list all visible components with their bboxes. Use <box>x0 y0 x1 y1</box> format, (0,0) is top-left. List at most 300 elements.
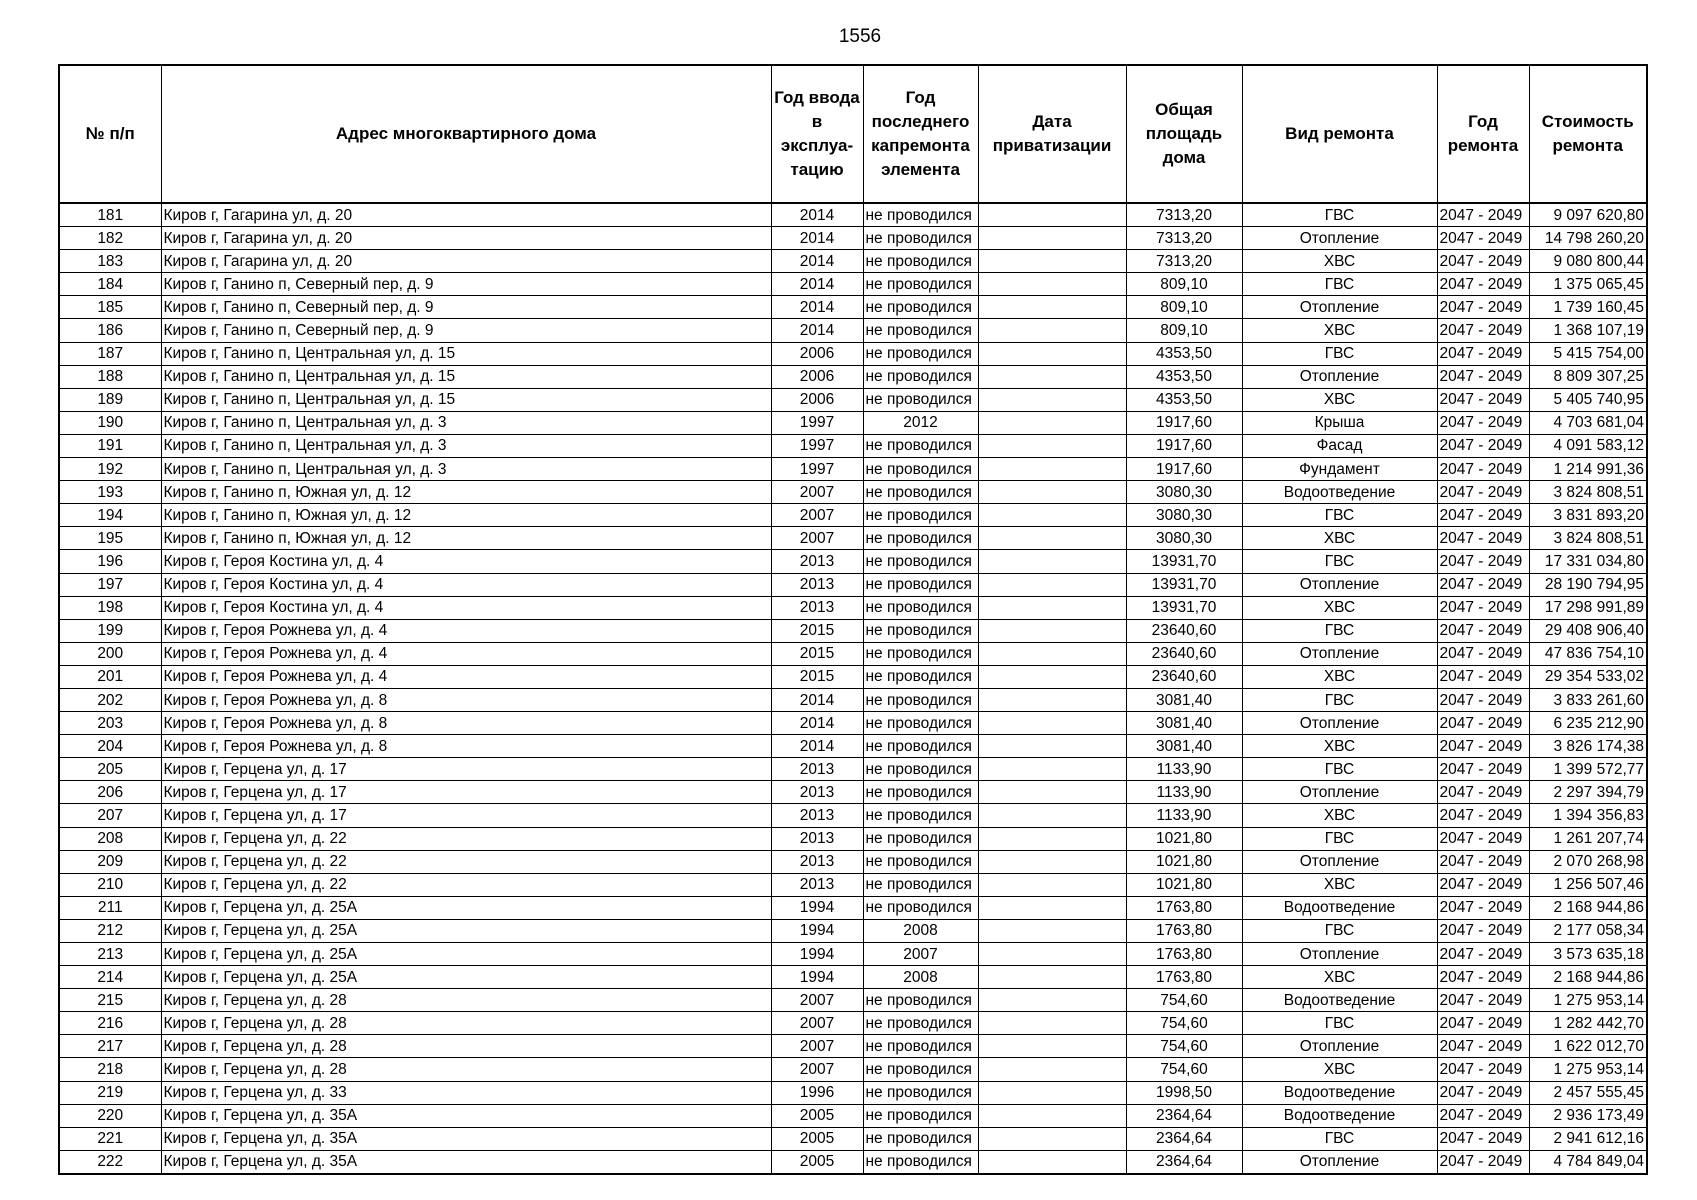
cell-area: 13931,70 <box>1126 573 1242 596</box>
cell-area: 1133,90 <box>1126 781 1242 804</box>
cell-area: 7313,20 <box>1126 250 1242 273</box>
cell-no: 217 <box>59 1035 161 1058</box>
cell-privatization <box>978 712 1126 735</box>
cell-no: 221 <box>59 1127 161 1150</box>
table-row <box>59 227 1647 250</box>
cell-repair-year: 2047 - 2049 <box>1437 827 1529 850</box>
table-row <box>59 688 1647 711</box>
cell-no: 211 <box>59 896 161 919</box>
cell-area: 2364,64 <box>1126 1150 1242 1174</box>
cell-address: Киров г, Героя Рожнева ул, д. 4 <box>161 642 771 665</box>
cell-no: 184 <box>59 273 161 296</box>
cell-repair-year: 2047 - 2049 <box>1437 388 1529 411</box>
cell-area: 754,60 <box>1126 1035 1242 1058</box>
table-row <box>59 619 1647 642</box>
cell-no: 196 <box>59 550 161 573</box>
cell-area: 754,60 <box>1126 1058 1242 1081</box>
cell-address: Киров г, Ганино п, Центральная ул, д. 3 <box>161 434 771 457</box>
cell-repair-year: 2047 - 2049 <box>1437 781 1529 804</box>
cell-area: 1763,80 <box>1126 919 1242 942</box>
cell-last-repair: не проводился <box>863 434 978 457</box>
cell-privatization <box>978 642 1126 665</box>
cell-repair-year: 2047 - 2049 <box>1437 1012 1529 1035</box>
cell-area: 1021,80 <box>1126 850 1242 873</box>
cell-repair-type: Фундамент <box>1242 458 1437 481</box>
cell-privatization <box>978 273 1126 296</box>
cell-cost: 4 091 583,12 <box>1529 434 1647 457</box>
cell-last-repair: не проводился <box>863 342 978 365</box>
cell-area: 754,60 <box>1126 989 1242 1012</box>
cell-no: 201 <box>59 665 161 688</box>
cell-repair-type: Отопление <box>1242 1150 1437 1174</box>
table-row <box>59 804 1647 827</box>
cell-cost: 3 826 174,38 <box>1529 735 1647 758</box>
cell-repair-type: Водоотведение <box>1242 481 1437 504</box>
cell-address: Киров г, Герцена ул, д. 28 <box>161 1035 771 1058</box>
cell-address: Киров г, Ганино п, Центральная ул, д. 3 <box>161 411 771 434</box>
cell-area: 2364,64 <box>1126 1104 1242 1127</box>
cell-repair-type: ГВС <box>1242 1012 1437 1035</box>
table-row <box>59 596 1647 619</box>
cell-repair-year: 2047 - 2049 <box>1437 966 1529 989</box>
table-row <box>59 1127 1647 1150</box>
cell-no: 218 <box>59 1058 161 1081</box>
cell-last-repair: не проводился <box>863 712 978 735</box>
cell-no: 202 <box>59 688 161 711</box>
table-row <box>59 735 1647 758</box>
cell-repair-year: 2047 - 2049 <box>1437 319 1529 342</box>
cell-no: 185 <box>59 296 161 319</box>
cell-repair-type: Отопление <box>1242 227 1437 250</box>
header-area: Общая площадь дома <box>1126 65 1242 203</box>
cell-year-built: 2013 <box>771 827 863 850</box>
cell-last-repair: не проводился <box>863 804 978 827</box>
cell-no: 208 <box>59 827 161 850</box>
table-row <box>59 481 1647 504</box>
cell-area: 1763,80 <box>1126 943 1242 966</box>
cell-address: Киров г, Героя Рожнева ул, д. 8 <box>161 712 771 735</box>
cell-privatization <box>978 665 1126 688</box>
cell-cost: 5 405 740,95 <box>1529 388 1647 411</box>
cell-cost: 2 941 612,16 <box>1529 1127 1647 1150</box>
cell-area: 1917,60 <box>1126 434 1242 457</box>
table-row <box>59 527 1647 550</box>
cell-last-repair: не проводился <box>863 850 978 873</box>
cell-no: 222 <box>59 1150 161 1174</box>
cell-no: 189 <box>59 388 161 411</box>
cell-address: Киров г, Герцена ул, д. 33 <box>161 1081 771 1104</box>
cell-cost: 3 824 808,51 <box>1529 527 1647 550</box>
cell-address: Киров г, Гагарина ул, д. 20 <box>161 250 771 273</box>
cell-area: 1133,90 <box>1126 804 1242 827</box>
cell-year-built: 2013 <box>771 850 863 873</box>
cell-repair-type: Отопление <box>1242 642 1437 665</box>
cell-cost: 1 622 012,70 <box>1529 1035 1647 1058</box>
cell-address: Киров г, Герцена ул, д. 25А <box>161 966 771 989</box>
cell-privatization <box>978 342 1126 365</box>
cell-area: 1917,60 <box>1126 458 1242 481</box>
cell-repair-type: ХВС <box>1242 966 1437 989</box>
cell-year-built: 2014 <box>771 203 863 227</box>
cell-cost: 2 297 394,79 <box>1529 781 1647 804</box>
cell-year-built: 2007 <box>771 527 863 550</box>
cell-no: 215 <box>59 989 161 1012</box>
cell-repair-year: 2047 - 2049 <box>1437 250 1529 273</box>
cell-year-built: 2014 <box>771 296 863 319</box>
cell-last-repair: не проводился <box>863 1035 978 1058</box>
cell-cost: 47 836 754,10 <box>1529 642 1647 665</box>
cell-cost: 28 190 794,95 <box>1529 573 1647 596</box>
cell-cost: 29 408 906,40 <box>1529 619 1647 642</box>
cell-last-repair: 2012 <box>863 411 978 434</box>
cell-repair-type: ХВС <box>1242 596 1437 619</box>
cell-last-repair: не проводился <box>863 1058 978 1081</box>
cell-year-built: 2014 <box>771 227 863 250</box>
table-row <box>59 896 1647 919</box>
cell-repair-type: ГВС <box>1242 758 1437 781</box>
cell-address: Киров г, Герцена ул, д. 28 <box>161 989 771 1012</box>
cell-repair-year: 2047 - 2049 <box>1437 227 1529 250</box>
cell-area: 809,10 <box>1126 296 1242 319</box>
cell-privatization <box>978 527 1126 550</box>
cell-year-built: 2013 <box>771 596 863 619</box>
cell-no: 216 <box>59 1012 161 1035</box>
cell-no: 188 <box>59 365 161 388</box>
cell-address: Киров г, Ганино п, Центральная ул, д. 15 <box>161 365 771 388</box>
cell-repair-year: 2047 - 2049 <box>1437 850 1529 873</box>
cell-privatization <box>978 850 1126 873</box>
cell-address: Киров г, Ганино п, Северный пер, д. 9 <box>161 273 771 296</box>
cell-cost: 3 824 808,51 <box>1529 481 1647 504</box>
cell-area: 809,10 <box>1126 273 1242 296</box>
cell-privatization <box>978 504 1126 527</box>
cell-address: Киров г, Герцена ул, д. 35А <box>161 1104 771 1127</box>
cell-last-repair: не проводился <box>863 227 978 250</box>
cell-last-repair: не проводился <box>863 273 978 296</box>
table-row <box>59 296 1647 319</box>
cell-area: 3081,40 <box>1126 688 1242 711</box>
cell-area: 3080,30 <box>1126 527 1242 550</box>
table-row <box>59 712 1647 735</box>
cell-last-repair: не проводился <box>863 203 978 227</box>
cell-repair-type: Отопление <box>1242 573 1437 596</box>
cell-repair-type: Отопление <box>1242 850 1437 873</box>
cell-repair-type: Отопление <box>1242 943 1437 966</box>
cell-cost: 8 809 307,25 <box>1529 365 1647 388</box>
cell-address: Киров г, Герцена ул, д. 25А <box>161 896 771 919</box>
cell-address: Киров г, Героя Рожнева ул, д. 8 <box>161 735 771 758</box>
cell-repair-type: ГВС <box>1242 273 1437 296</box>
cell-privatization <box>978 966 1126 989</box>
cell-address: Киров г, Герцена ул, д. 17 <box>161 804 771 827</box>
cell-repair-type: ГВС <box>1242 504 1437 527</box>
cell-address: Киров г, Ганино п, Южная ул, д. 12 <box>161 504 771 527</box>
cell-privatization <box>978 596 1126 619</box>
cell-year-built: 2006 <box>771 365 863 388</box>
cell-area: 1021,80 <box>1126 873 1242 896</box>
cell-last-repair: не проводился <box>863 619 978 642</box>
cell-cost: 1 282 442,70 <box>1529 1012 1647 1035</box>
cell-repair-type: Отопление <box>1242 1035 1437 1058</box>
cell-repair-year: 2047 - 2049 <box>1437 1150 1529 1174</box>
cell-last-repair: не проводился <box>863 1081 978 1104</box>
cell-privatization <box>978 1081 1126 1104</box>
cell-repair-year: 2047 - 2049 <box>1437 527 1529 550</box>
cell-privatization <box>978 388 1126 411</box>
cell-last-repair: не проводился <box>863 250 978 273</box>
cell-privatization <box>978 481 1126 504</box>
table-row <box>59 1035 1647 1058</box>
cell-repair-year: 2047 - 2049 <box>1437 712 1529 735</box>
cell-repair-type: ГВС <box>1242 342 1437 365</box>
cell-no: 199 <box>59 619 161 642</box>
cell-area: 23640,60 <box>1126 665 1242 688</box>
cell-area: 13931,70 <box>1126 550 1242 573</box>
cell-last-repair: не проводился <box>863 550 978 573</box>
header-privatization: Дата приватизации <box>978 65 1126 203</box>
cell-privatization <box>978 203 1126 227</box>
cell-no: 220 <box>59 1104 161 1127</box>
cell-address: Киров г, Героя Костина ул, д. 4 <box>161 550 771 573</box>
table-body <box>59 203 1647 1174</box>
cell-repair-type: ХВС <box>1242 388 1437 411</box>
cell-year-built: 2014 <box>771 273 863 296</box>
cell-cost: 17 331 034,80 <box>1529 550 1647 573</box>
table-row <box>59 966 1647 989</box>
cell-last-repair: не проводился <box>863 1150 978 1174</box>
cell-last-repair: не проводился <box>863 504 978 527</box>
header-year-built: Год ввода в эксплуа-тацию <box>771 65 863 203</box>
cell-repair-year: 2047 - 2049 <box>1437 804 1529 827</box>
cell-repair-type: ГВС <box>1242 827 1437 850</box>
cell-privatization <box>978 873 1126 896</box>
cell-last-repair: не проводился <box>863 296 978 319</box>
cell-cost: 3 573 635,18 <box>1529 943 1647 966</box>
cell-address: Киров г, Герцена ул, д. 17 <box>161 758 771 781</box>
table-row <box>59 665 1647 688</box>
cell-year-built: 2014 <box>771 688 863 711</box>
page-number: 1556 <box>838 26 882 47</box>
cell-address: Киров г, Ганино п, Южная ул, д. 12 <box>161 481 771 504</box>
cell-year-built: 1994 <box>771 896 863 919</box>
cell-last-repair: не проводился <box>863 758 978 781</box>
cell-no: 181 <box>59 203 161 227</box>
repair-registry-table <box>58 64 1648 1175</box>
cell-address: Киров г, Ганино п, Центральная ул, д. 15 <box>161 388 771 411</box>
table-row <box>59 919 1647 942</box>
cell-cost: 2 936 173,49 <box>1529 1104 1647 1127</box>
cell-area: 7313,20 <box>1126 227 1242 250</box>
cell-cost: 1 275 953,14 <box>1529 1058 1647 1081</box>
cell-privatization <box>978 365 1126 388</box>
cell-cost: 3 831 893,20 <box>1529 504 1647 527</box>
cell-cost: 1 275 953,14 <box>1529 989 1647 1012</box>
header-repair-type: Вид ремонта <box>1242 65 1437 203</box>
cell-no: 205 <box>59 758 161 781</box>
cell-repair-year: 2047 - 2049 <box>1437 573 1529 596</box>
cell-last-repair: 2008 <box>863 919 978 942</box>
cell-area: 23640,60 <box>1126 642 1242 665</box>
cell-repair-type: Водоотведение <box>1242 1081 1437 1104</box>
cell-area: 3081,40 <box>1126 735 1242 758</box>
cell-year-built: 2014 <box>771 250 863 273</box>
cell-no: 213 <box>59 943 161 966</box>
cell-address: Киров г, Гагарина ул, д. 20 <box>161 227 771 250</box>
cell-privatization <box>978 619 1126 642</box>
cell-year-built: 1997 <box>771 458 863 481</box>
cell-cost: 17 298 991,89 <box>1529 596 1647 619</box>
cell-repair-year: 2047 - 2049 <box>1437 203 1529 227</box>
cell-address: Киров г, Героя Рожнева ул, д. 4 <box>161 665 771 688</box>
cell-year-built: 1997 <box>771 411 863 434</box>
table-row <box>59 365 1647 388</box>
cell-area: 7313,20 <box>1126 203 1242 227</box>
table-row <box>59 319 1647 342</box>
cell-cost: 2 457 555,45 <box>1529 1081 1647 1104</box>
cell-privatization <box>978 758 1126 781</box>
header-cost: Стоимость ремонта <box>1529 65 1647 203</box>
cell-area: 1998,50 <box>1126 1081 1242 1104</box>
cell-cost: 4 703 681,04 <box>1529 411 1647 434</box>
cell-repair-year: 2047 - 2049 <box>1437 619 1529 642</box>
cell-year-built: 2007 <box>771 481 863 504</box>
cell-address: Киров г, Героя Костина ул, д. 4 <box>161 596 771 619</box>
cell-no: 191 <box>59 434 161 457</box>
cell-repair-type: Отопление <box>1242 781 1437 804</box>
cell-cost: 1 256 507,46 <box>1529 873 1647 896</box>
cell-year-built: 2006 <box>771 342 863 365</box>
cell-year-built: 1994 <box>771 943 863 966</box>
cell-privatization <box>978 573 1126 596</box>
cell-privatization <box>978 319 1126 342</box>
cell-year-built: 1994 <box>771 919 863 942</box>
cell-area: 1917,60 <box>1126 411 1242 434</box>
cell-area: 4353,50 <box>1126 365 1242 388</box>
cell-repair-type: ХВС <box>1242 250 1437 273</box>
cell-area: 4353,50 <box>1126 388 1242 411</box>
cell-cost: 2 168 944,86 <box>1529 896 1647 919</box>
cell-year-built: 2005 <box>771 1150 863 1174</box>
cell-no: 212 <box>59 919 161 942</box>
cell-address: Киров г, Герцена ул, д. 35А <box>161 1150 771 1174</box>
cell-repair-type: Водоотведение <box>1242 989 1437 1012</box>
cell-repair-year: 2047 - 2049 <box>1437 1035 1529 1058</box>
header-address: Адрес многоквартирного дома <box>161 65 771 203</box>
cell-address: Киров г, Ганино п, Южная ул, д. 12 <box>161 527 771 550</box>
cell-repair-type: ХВС <box>1242 804 1437 827</box>
cell-privatization <box>978 1104 1126 1127</box>
cell-address: Киров г, Герцена ул, д. 22 <box>161 827 771 850</box>
cell-cost: 1 261 207,74 <box>1529 827 1647 850</box>
cell-year-built: 2013 <box>771 781 863 804</box>
cell-area: 1021,80 <box>1126 827 1242 850</box>
cell-area: 13931,70 <box>1126 596 1242 619</box>
cell-repair-year: 2047 - 2049 <box>1437 411 1529 434</box>
cell-repair-type: Фасад <box>1242 434 1437 457</box>
cell-address: Киров г, Герцена ул, д. 28 <box>161 1058 771 1081</box>
table-header-row <box>59 65 1647 203</box>
cell-privatization <box>978 227 1126 250</box>
cell-cost: 1 375 065,45 <box>1529 273 1647 296</box>
cell-cost: 2 070 268,98 <box>1529 850 1647 873</box>
cell-repair-year: 2047 - 2049 <box>1437 1081 1529 1104</box>
cell-no: 210 <box>59 873 161 896</box>
cell-last-repair: не проводился <box>863 481 978 504</box>
table-row <box>59 1104 1647 1127</box>
cell-last-repair: не проводился <box>863 665 978 688</box>
cell-privatization <box>978 1127 1126 1150</box>
cell-no: 214 <box>59 966 161 989</box>
table-row <box>59 504 1647 527</box>
cell-repair-type: ГВС <box>1242 203 1437 227</box>
cell-repair-year: 2047 - 2049 <box>1437 342 1529 365</box>
cell-last-repair: не проводился <box>863 642 978 665</box>
cell-area: 1763,80 <box>1126 966 1242 989</box>
cell-repair-type: Отопление <box>1242 365 1437 388</box>
cell-last-repair: не проводился <box>863 1127 978 1150</box>
cell-last-repair: 2008 <box>863 966 978 989</box>
cell-last-repair: не проводился <box>863 527 978 550</box>
cell-cost: 14 798 260,20 <box>1529 227 1647 250</box>
cell-area: 3080,30 <box>1126 481 1242 504</box>
cell-year-built: 2015 <box>771 665 863 688</box>
cell-no: 183 <box>59 250 161 273</box>
cell-repair-year: 2047 - 2049 <box>1437 550 1529 573</box>
cell-year-built: 2014 <box>771 735 863 758</box>
cell-repair-year: 2047 - 2049 <box>1437 735 1529 758</box>
cell-address: Киров г, Героя Рожнева ул, д. 8 <box>161 688 771 711</box>
cell-privatization <box>978 434 1126 457</box>
cell-no: 204 <box>59 735 161 758</box>
table-row <box>59 388 1647 411</box>
cell-privatization <box>978 943 1126 966</box>
cell-privatization <box>978 989 1126 1012</box>
table-row <box>59 273 1647 296</box>
cell-last-repair: 2007 <box>863 943 978 966</box>
cell-year-built: 2015 <box>771 619 863 642</box>
cell-year-built: 2007 <box>771 1012 863 1035</box>
cell-privatization <box>978 896 1126 919</box>
table-row <box>59 342 1647 365</box>
cell-no: 200 <box>59 642 161 665</box>
cell-cost: 1 399 572,77 <box>1529 758 1647 781</box>
cell-repair-year: 2047 - 2049 <box>1437 296 1529 319</box>
cell-area: 754,60 <box>1126 1012 1242 1035</box>
cell-year-built: 2015 <box>771 642 863 665</box>
cell-year-built: 2013 <box>771 804 863 827</box>
cell-address: Киров г, Герцена ул, д. 22 <box>161 850 771 873</box>
cell-privatization <box>978 735 1126 758</box>
cell-privatization <box>978 804 1126 827</box>
cell-repair-year: 2047 - 2049 <box>1437 665 1529 688</box>
cell-no: 219 <box>59 1081 161 1104</box>
cell-repair-year: 2047 - 2049 <box>1437 481 1529 504</box>
table-row <box>59 827 1647 850</box>
cell-privatization <box>978 1012 1126 1035</box>
cell-repair-type: ГВС <box>1242 550 1437 573</box>
cell-privatization <box>978 458 1126 481</box>
cell-area: 23640,60 <box>1126 619 1242 642</box>
table-row <box>59 434 1647 457</box>
cell-privatization <box>978 1058 1126 1081</box>
cell-area: 2364,64 <box>1126 1127 1242 1150</box>
cell-year-built: 2007 <box>771 1035 863 1058</box>
cell-repair-year: 2047 - 2049 <box>1437 1127 1529 1150</box>
cell-year-built: 1997 <box>771 434 863 457</box>
cell-no: 190 <box>59 411 161 434</box>
cell-address: Киров г, Герцена ул, д. 35А <box>161 1127 771 1150</box>
cell-cost: 3 833 261,60 <box>1529 688 1647 711</box>
